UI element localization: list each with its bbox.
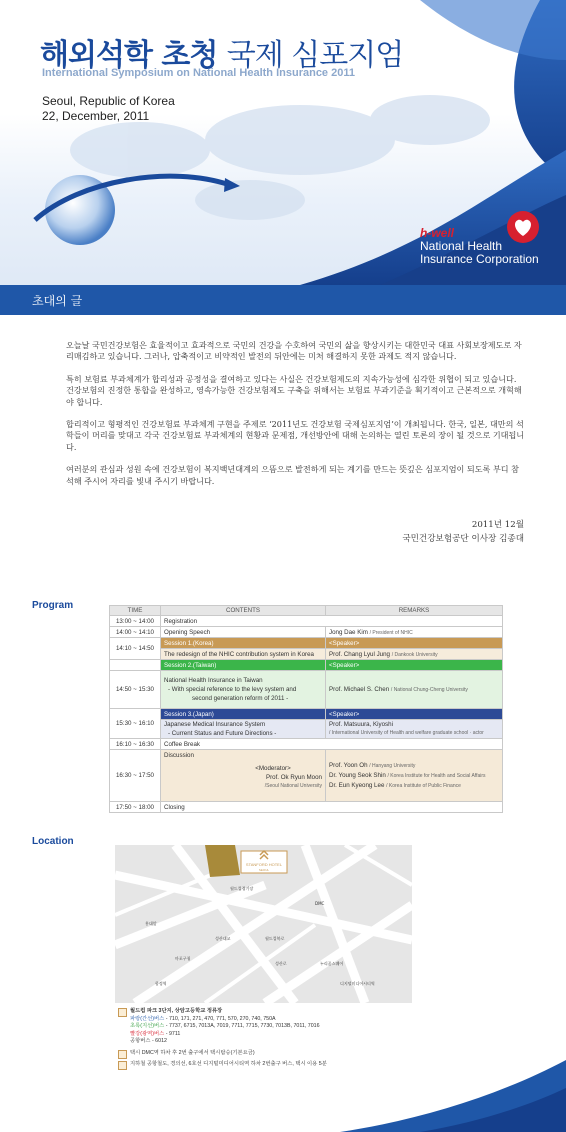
map-label: 누리꿈스퀘어 bbox=[320, 961, 344, 966]
topic-line: - Current Status and Future Directions - bbox=[168, 730, 277, 737]
session-role: <Speaker> bbox=[326, 638, 503, 649]
session-row bbox=[110, 660, 503, 671]
panelist-name: Dr. Eun Kyeong Lee bbox=[329, 781, 385, 789]
table-row bbox=[110, 627, 503, 638]
event-date: 22, December, 2011 bbox=[42, 109, 150, 123]
program-table bbox=[109, 605, 503, 813]
panelist-affiliation: / Hanyang University bbox=[369, 762, 416, 769]
bus-red: - 9711 bbox=[165, 1030, 181, 1037]
hero-banner bbox=[0, 0, 566, 285]
row-content bbox=[161, 671, 326, 709]
hotel-sublabel: SEOUL bbox=[258, 868, 270, 872]
row-content bbox=[161, 750, 326, 802]
bus-icon bbox=[118, 1008, 127, 1017]
program-heading: Program bbox=[32, 600, 74, 611]
letter-paragraph-2: 특히 보험료 부과체계가 합리성과 공정성을 결여하고 있다는 사실은 건강보험제도의 지속가능성에 심각한 위협이 되고 있습니다. 건강보험의 진정한 통합을 완성하고, 영속가능한 건강보험제도 구축을 위해서는 보험료 부과기준을 획기적이고 근본적으로 개혁해야 합니다. bbox=[66, 373, 522, 407]
title-rest: 국제 심포지엄 bbox=[226, 38, 404, 73]
bus-green: - 7737, 6715, 7013A, 7019, 7711, 7715, 7730, 7013B, 7011, 7016 bbox=[165, 1023, 320, 1029]
row-remark bbox=[326, 671, 503, 709]
row-time: 13:00 ~ 14:00 bbox=[110, 616, 161, 627]
row-time: 15:30 ~ 16:10 bbox=[110, 709, 161, 739]
row-remark bbox=[326, 720, 503, 739]
invitation-heading: 초대의 글 bbox=[32, 294, 83, 308]
moderator-name: Prof. Ok Ryun Moon bbox=[265, 774, 322, 781]
table-row bbox=[110, 750, 503, 802]
table-row bbox=[110, 720, 503, 739]
letter-paragraph-3: 합리적이고 형평적인 건강보험료 부과체계 구현을 주제로 ‘2011년도 건강보험 국제심포지엄’이 개최됩니다. 한국, 일본, 대만의 석학들이 머리를 맞대고 각국 건강보험료 부과체계의 현황과 문제점, 개선방안에 대해 논의하는 열린 토론의 장이 될 것으로 기대됩니다. bbox=[66, 419, 525, 452]
session-title: Session 3.(Japan) bbox=[161, 709, 326, 720]
map-label: 성산대교 bbox=[215, 936, 231, 941]
speaker-affiliation: / Dankook University bbox=[391, 651, 438, 658]
row-content: Closing bbox=[161, 802, 503, 813]
table-row bbox=[110, 671, 503, 709]
map-label: 합정역 bbox=[155, 981, 167, 986]
bus-blue: - 710, 171, 271, 470, 771, 570, 270, 740, 750A bbox=[165, 1015, 276, 1022]
bus-red-label: 빨강(광역)버스 bbox=[130, 1030, 165, 1037]
map-label: 디지털미디어시티역 bbox=[340, 981, 375, 986]
discussion-title: Discussion bbox=[164, 752, 194, 759]
session-title: Session 1.(Korea) bbox=[161, 638, 326, 649]
map-label: 마포구청 bbox=[175, 956, 191, 961]
moderator-affiliation: /Seoul National University bbox=[264, 783, 322, 789]
letter-paragraph-1: 오늘날 국민건강보험은 효율적이고 효과적으로 국민의 건강을 수호하여 국민의 삶을 향상시키는 대한민국 대표 사회보장제도로 자리매김하고 있습니다. 그러나, 압축적이고 비약적인 발전의 뒤안에는 미처 해결하지 못한 과제도 적지 않습니다. bbox=[66, 340, 522, 362]
sign-name: 국민건강보험공단 이사장 김종대 bbox=[402, 534, 524, 544]
location-map bbox=[115, 845, 412, 1003]
map-label: 홍대앞 bbox=[145, 921, 157, 926]
moderator-role: <Moderator> bbox=[255, 765, 291, 772]
speaker-name: Jong Dae Kim bbox=[329, 628, 368, 636]
session-role: <Speaker> bbox=[326, 660, 503, 671]
row-content: The redesign of the NHIC contribution system in Korea bbox=[161, 649, 326, 660]
invitation-bar bbox=[0, 285, 566, 315]
map-label: 월드컵경기장 bbox=[230, 886, 254, 891]
speaker-name: Prof. Michael S. Chen bbox=[329, 686, 390, 693]
row-remark bbox=[326, 649, 503, 660]
session-row bbox=[110, 709, 503, 720]
panelist-affiliation: / Korea Institute for Health and Social Affairs bbox=[387, 772, 486, 779]
taxi-text: 택시 DMC역 하차 후 2번 출구에서 택시탑승(기본요금) bbox=[130, 1049, 255, 1056]
row-time: 16:10 ~ 16:30 bbox=[110, 739, 161, 750]
subtitle: International Symposium on National Health Insurance 2011 bbox=[42, 67, 355, 79]
bus-airport: 공항버스 - 6012 bbox=[130, 1038, 167, 1044]
table-header bbox=[110, 606, 503, 616]
col-contents: CONTENTS bbox=[161, 606, 326, 616]
panelist-affiliation: / Korea Institute of Public Finance bbox=[386, 782, 461, 789]
row-time: 14:00 ~ 14:10 bbox=[110, 627, 161, 638]
map-label: DMC bbox=[315, 901, 325, 906]
map-label: 성산로 bbox=[275, 961, 287, 966]
location-heading: Location bbox=[32, 836, 74, 847]
letter-paragraph-4: 여러분의 관심과 성원 속에 건강보험이 복지백년대계의 으뜸으로 발전하게 되는 계기를 만드는 뜻깊은 심포지엄이 되도록 부디 참석해 주시어 자리를 빛내 주시기 바랍니다. bbox=[66, 464, 519, 486]
topic-line: second generation reform of 2011 - bbox=[192, 695, 289, 702]
bus-green-label: 초록(지선)버스 bbox=[130, 1023, 165, 1029]
row-remark bbox=[326, 750, 503, 802]
row-remark bbox=[326, 627, 503, 638]
speaker-affiliation: / National Chung-Cheng University bbox=[390, 687, 468, 693]
bus-title: 월드컵 파크 3단지, 상암고등학교 정류장 bbox=[130, 1008, 223, 1014]
table-row bbox=[110, 649, 503, 660]
row-content: Registration bbox=[161, 616, 503, 627]
signature bbox=[402, 518, 524, 546]
col-remarks: REMARKS bbox=[326, 606, 503, 616]
title-main: 해외석학 초청 bbox=[40, 38, 218, 73]
table-row bbox=[110, 802, 503, 813]
row-content: Opening Speech bbox=[161, 627, 326, 638]
org-line-2: Insurance Corporation bbox=[420, 252, 539, 266]
bus-blue-label: 파랑(간선)버스 bbox=[130, 1015, 165, 1022]
speaker-affiliation: / International University of Health and welfare graduate school · actor bbox=[329, 730, 484, 736]
topic-line: Japanese Medical Insurance System bbox=[164, 721, 266, 728]
brand-hwell: h-well bbox=[420, 226, 455, 240]
session-row bbox=[110, 638, 503, 649]
row-content: Coffee Break bbox=[161, 739, 503, 750]
taxi-info bbox=[118, 1050, 418, 1058]
topic-line: National Health Insurance in Taiwan bbox=[164, 677, 263, 684]
session-role: <Speaker> bbox=[326, 709, 503, 720]
row-time-empty bbox=[110, 660, 161, 671]
row-time: 17:50 ~ 18:00 bbox=[110, 802, 161, 813]
panelist-name: Dr. Young Seok Shin bbox=[329, 771, 386, 779]
event-place-date bbox=[42, 94, 175, 124]
event-location: Seoul, Republic of Korea bbox=[42, 94, 175, 108]
subway-text: 지하철 공항철도, 경의선, 6호선 디지털미디어시티역 하차 2번출구 버스, 택시 이용 5분 bbox=[130, 1061, 327, 1067]
hotel-label: STANFORD HOTEL bbox=[245, 862, 283, 867]
topic-line: - With special reference to the levy system and bbox=[168, 686, 297, 693]
speaker-name: Prof. Chang Lyul Jung bbox=[329, 650, 390, 658]
organization-name bbox=[420, 226, 539, 266]
taxi-icon bbox=[118, 1050, 127, 1059]
speaker-affiliation: / President of NHIC bbox=[369, 629, 413, 636]
row-content bbox=[161, 720, 326, 739]
row-time: 16:30 ~ 17:50 bbox=[110, 750, 161, 802]
table-row bbox=[110, 739, 503, 750]
table-row bbox=[110, 616, 503, 627]
invitation-letter bbox=[66, 340, 526, 498]
map-label: 월드컵북로 bbox=[265, 936, 285, 941]
panelist-name: Prof. Yoon Oh bbox=[329, 761, 368, 769]
col-time: TIME bbox=[110, 606, 161, 616]
org-line-1: National Health bbox=[420, 239, 503, 253]
footer-swoosh bbox=[0, 1060, 566, 1132]
row-time: 14:50 ~ 15:30 bbox=[110, 671, 161, 709]
session-title: Session 2.(Taiwan) bbox=[161, 660, 326, 671]
sign-date: 2011년 12월 bbox=[471, 520, 524, 530]
bus-info bbox=[118, 1008, 418, 1046]
speaker-name: Prof. Matsuura, Kiyoshi bbox=[329, 721, 393, 728]
row-time: 14:10 ~ 14:50 bbox=[110, 638, 161, 660]
